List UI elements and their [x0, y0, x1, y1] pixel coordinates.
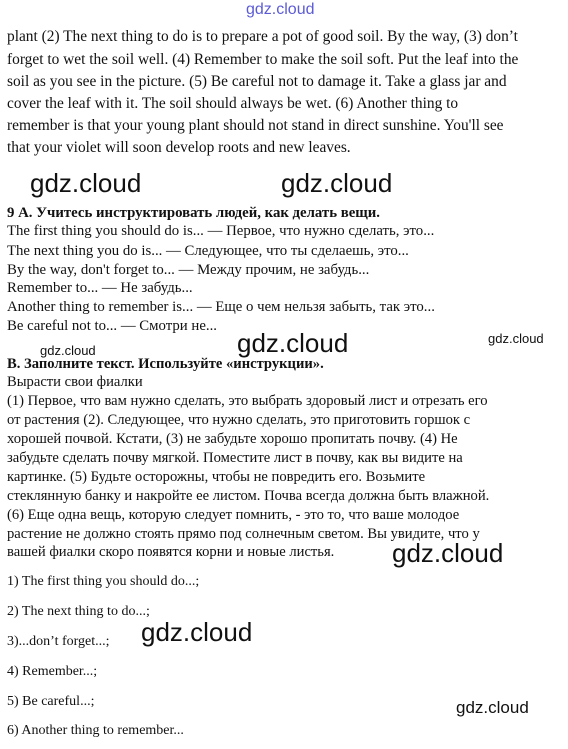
- phrase-line: Remember to... — Не забудь...: [7, 280, 193, 296]
- phrase-line: By the way, don't forget to... — Между прочим, не забудь...: [7, 262, 370, 278]
- paragraph-line: cover the leaf with it. The soil should always be wet. (6) Another thing to: [7, 95, 459, 112]
- phrase-line: Be careful not to... — Смотри не...: [7, 318, 217, 334]
- phrase-line: The next thing you do is... — Следующее, что ты сделаешь, это...: [7, 243, 409, 259]
- answer-item: 2) The next thing to do...;: [7, 604, 150, 619]
- watermark: gdz.cloud: [40, 343, 96, 358]
- section-b-title: Вырасти свои фиалки: [7, 374, 143, 390]
- paragraph-line: remember is that your young plant should not stand in direct sunshine. You'll see: [7, 117, 504, 134]
- answer-item: 5) Be careful...;: [7, 694, 95, 709]
- watermark: gdz.cloud: [392, 538, 504, 568]
- paragraph-line: that your violet will soon develop roots and new leaves.: [7, 139, 351, 156]
- text-line: (6) Еще одна вещь, которую следует помнить, - это то, что ваше молодое: [7, 507, 460, 523]
- watermark: gdz.cloud: [237, 328, 349, 358]
- answer-item: 1) The first thing you should do...;: [7, 574, 200, 589]
- paragraph-line: plant (2) The next thing to do is to prepare a pot of good soil. By the way, (3) don’t: [7, 28, 518, 45]
- section-a-heading: 9 А. Учитесь инструктировать людей, как делать вещи.: [7, 205, 380, 221]
- phrase-line: Another thing to remember is... — Еще о чем нельзя забыть, так это...: [7, 299, 435, 315]
- paragraph-line: forget to wet the soil well. (4) Remember to make the soil soft. Put the leaf into the: [7, 51, 519, 68]
- answer-item: 4) Remember...;: [7, 664, 98, 679]
- text-line: от растения (2). Следующее, что нужно сделать, это приготовить горшок с: [7, 412, 471, 428]
- answer-item: 6) Another thing to remember...: [7, 723, 184, 738]
- section-b-heading: В. Заполните текст. Используйте «инструкции».: [7, 356, 324, 372]
- watermark: gdz.cloud: [456, 698, 529, 717]
- watermark: gdz.cloud: [141, 617, 253, 647]
- text-line: хорошей почвой. Кстати, (3) не забудьте хорошо пропитать почву. (4) Не: [7, 431, 458, 447]
- watermark: gdz.cloud: [30, 168, 142, 198]
- text-line: вашей фиалки скоро появятся корни и новые листья.: [7, 544, 335, 560]
- text-line: растение не должно стоять прямо под солнечным светом. Вы увидите, что у: [7, 526, 480, 542]
- text-line: забудьте сделать почву мягкой. Поместите лист в почву, как вы видите на: [7, 450, 463, 466]
- phrase-line: The first thing you should do is... — Первое, что нужно сделать, это...: [7, 223, 435, 239]
- watermark: gdz.cloud: [488, 331, 544, 346]
- text-line: стеклянную банку и накройте ее листом. Почва всегда должна быть влажной.: [7, 488, 490, 504]
- watermark-top: gdz.cloud: [246, 1, 315, 18]
- text-line: (1) Первое, что вам нужно сделать, это выбрать здоровый лист и отрезать его: [7, 393, 488, 409]
- watermark: gdz.cloud: [281, 168, 393, 198]
- answer-item: 3)...don’t forget...;: [7, 634, 110, 649]
- paragraph-line: soil as you see in the picture. (5) Be careful not to damage it. Take a glass jar and: [7, 73, 507, 90]
- text-line: картинке. (5) Будьте осторожны, чтобы не повредить его. Возьмите: [7, 469, 426, 485]
